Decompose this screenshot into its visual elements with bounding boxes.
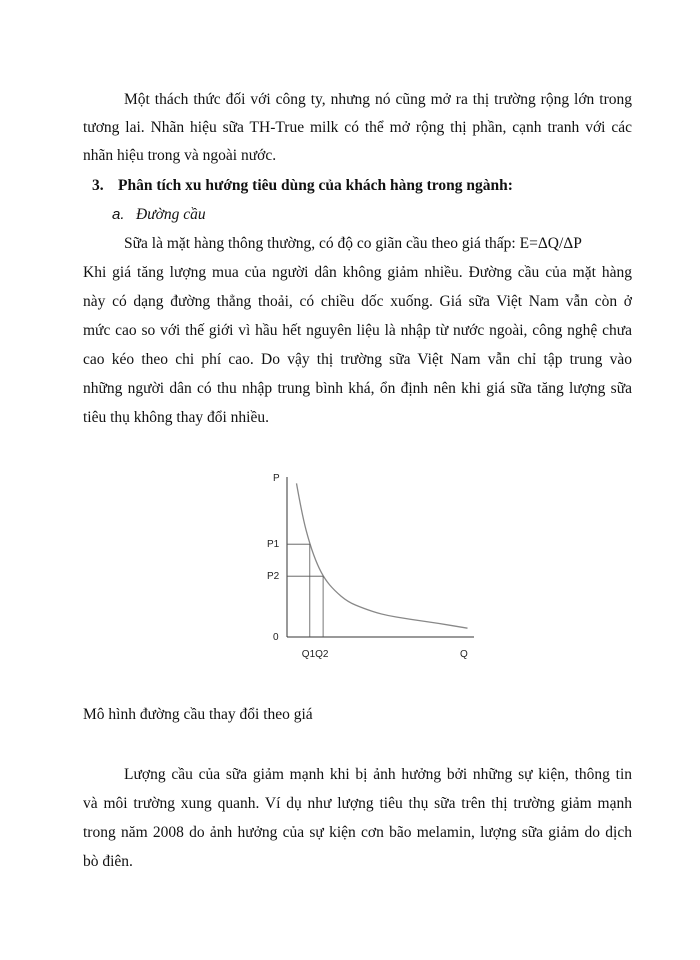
para2-line-2: Khi giá tăng lượng mua của người dân không giảm nhiều. Đường cầu của mặt hàng [83, 264, 632, 281]
para3-line-1: Lượng cầu của sữa giảm mạnh khi bị ảnh hưởng bởi những sự kiện, thông tin [124, 766, 632, 783]
para3-line-4: bò điên. [83, 853, 133, 870]
subsection-a-title: Đường cầu [136, 206, 206, 223]
y-tick-label-p1: P1 [267, 539, 280, 551]
para2-line-4: mức cao so với thế giới vì hầu hết nguyên liệu là nhập từ nước ngoài, công nghệ chưa [83, 322, 632, 339]
demand-curve-chart [262, 465, 492, 665]
para1-line-3: nhãn hiệu trong và ngoài nước. [83, 147, 277, 164]
para2-line-5: cao kéo theo chi phí cao. Do vậy thị trường sữa Việt Nam vẫn chỉ tập trung vào [83, 351, 632, 368]
demand-curve-line [297, 483, 468, 628]
para1-line-1: Một thách thức đối với công ty, nhưng nó cũng mở ra thị trường rộng lớn trong [124, 91, 632, 108]
y-tick-label-p2: P2 [267, 571, 280, 583]
para1-line-2: tương lai. Nhãn hiệu sữa TH-True milk có thể mở rộng thị phần, cạnh tranh với các [83, 119, 632, 136]
para2-line-7: tiêu thụ không thay đổi nhiều. [83, 409, 269, 426]
origin-label: 0 [273, 632, 279, 643]
x-tick-label-q2: Q2 [315, 649, 329, 660]
section-3-number: 3. [92, 177, 104, 194]
para2-line-1: Sữa là mặt hàng thông thường, có độ co giãn cầu theo giá thấp: E=ΔQ/ΔP [124, 235, 582, 252]
para2-line-3: này có dạng đường thẳng thoải, có chiều dốc xuống. Giá sữa Việt Nam vẫn còn ở [83, 293, 632, 310]
para3-line-2: và môi trường xung quanh. Ví dụ như lượng tiêu thụ sữa trên thị trường giảm mạnh [83, 795, 632, 812]
x-tick-label-q1: Q1 [301, 649, 316, 660]
x-axis-label: Q [460, 649, 468, 660]
para3-line-3: trong năm 2008 do ảnh hưởng của sự kiện cơn bão melamin, lượng sữa giảm do dịch [83, 824, 632, 841]
subsection-a-letter: a. [112, 206, 125, 223]
y-axis-label: P [273, 473, 280, 484]
section-3-title: Phân tích xu hướng tiêu dùng của khách hàng trong ngành: [118, 177, 513, 194]
figure-caption: Mô hình đường cầu thay đổi theo giá [83, 706, 313, 723]
para2-line-6: những người dân có thu nhập trung bình khá, ổn định nên khi giá sữa tăng lượng sữa [83, 380, 632, 397]
